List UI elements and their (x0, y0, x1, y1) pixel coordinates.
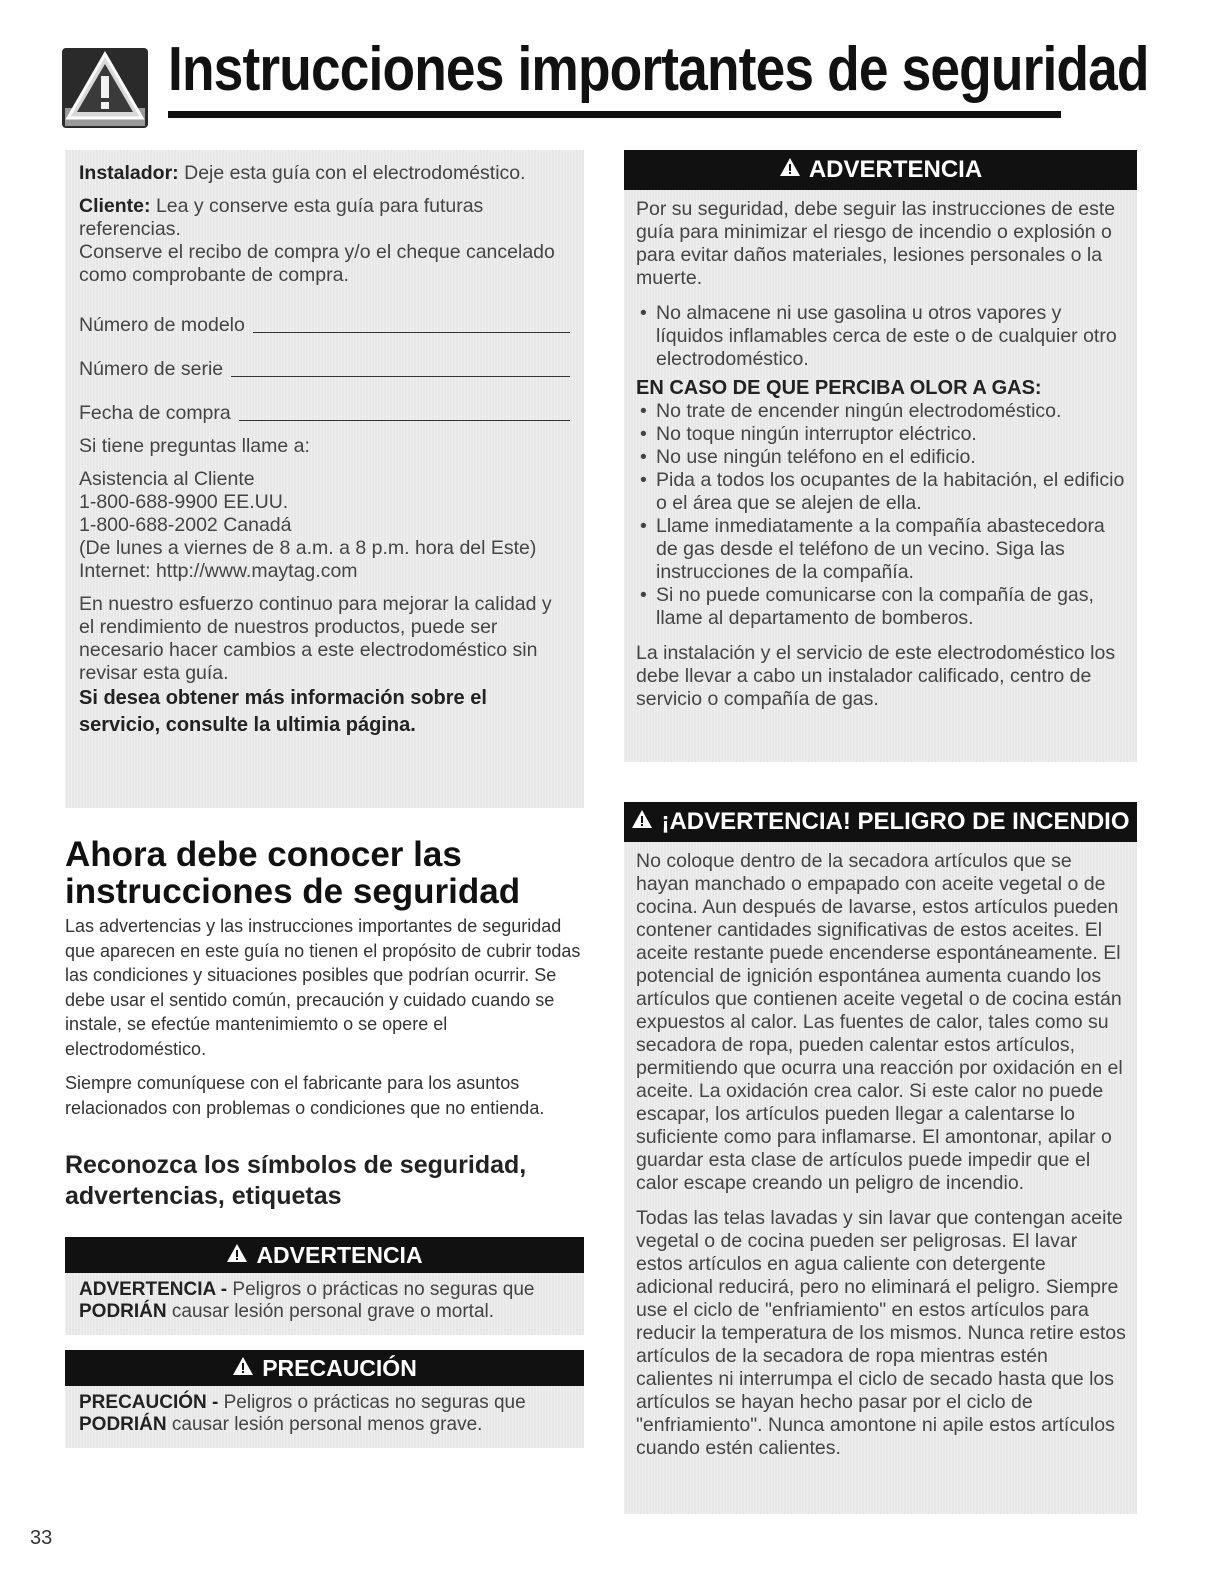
serial-number-field[interactable]: Número de serie (79, 347, 570, 381)
gas-warning-box (624, 150, 1137, 762)
warning-triangle-icon (226, 1242, 248, 1269)
contact-line: 1-800-688-2002 Canadá (79, 514, 292, 536)
legend-header: PRECAUCIÓN (65, 1350, 584, 1386)
caution-legend-box (65, 1350, 584, 1448)
safety-paragraph: Las advertencias y las instrucciones importantes de seguridad que aparecen en este guía no tienen el propósito de cubrir todas las condiciones y situaciones posibles que podrían ocurrir. Se debe usar el sentido común, precaución y cuidado cuando se instale, se efectúe mantenimiemto o se opere el electrodoméstico. (65, 916, 581, 1059)
contact-line: Asistencia al Cliente (79, 468, 255, 490)
client-line: Cliente: Lea y conserve esta guía para futuras referencias. (79, 195, 484, 240)
gas-bullet: • Pida a todos los ocupantes de la habitación, el edificio o el área que se alejen de ella. (636, 469, 1127, 515)
legend-header: ADVERTENCIA (65, 1237, 584, 1273)
fire-warning-paragraph: Todas las telas lavadas y sin lavar que contengan aceite vegetal o de cocina pueden ser peligrosas. El lavar estos artículos en agua caliente con detergente adicional reducirá, pero no eliminará el peligro. Siempre use el ciclo de "enfriamiento" en estos artículos para reducir la temperatura de los mismos. Nunca retire estos artículos de la secadora de ropa mientras estén calientes ni interrumpa el ciclo de secado hasta que los artículos se hayan hecho pasar por el ciclo de "enfriamiento". Nunca amontone ni apile estos artículos cuando estén calientes. (636, 1207, 1126, 1459)
warning-intro: Por su seguridad, debe seguir las instrucciones de este guía para minimizar el riesgo de incendio o explosión o para evitar daños materiales, lesiones personales o la muerte. (636, 198, 1116, 289)
contact-line: 1-800-688-9900 EE.UU. (79, 491, 289, 513)
gas-smell-heading: EN CASO DE QUE PERCIBA OLOR A GAS: (636, 377, 1042, 399)
warning-triangle-icon (62, 48, 148, 128)
fire-warning-box (624, 802, 1137, 1514)
gas-bullet: • No trate de encender ningún electrodoméstico. (636, 400, 1127, 423)
warning-bullet: • No almacene ni use gasolina u otros vapores y líquidos inflamables cerca de este o de cualquier otro electrodoméstico. (636, 302, 1127, 371)
warning-triangle-icon (232, 1355, 254, 1382)
installation-note: La instalación y el servicio de este electrodoméstico los debe llevar a cabo un instalador calificado, centro de servicio o compañía de gas. (636, 642, 1116, 710)
installer-line: Instalador: Deje esta guía con el electrodoméstico. (79, 162, 526, 184)
warning-triangle-icon (779, 156, 801, 184)
warning-triangle-icon (631, 808, 653, 836)
legend-definition: PODRIÁN causar lesión personal menos grave. (79, 1414, 483, 1435)
gas-bullet: • Si no puede comunicarse con la compañía de gas, llame al departamento de bomberos. (636, 584, 1127, 630)
page-header (62, 28, 1149, 128)
more-info-notice: Si desea obtener más información sobre el servicio, consulte la ultimia página. (79, 687, 487, 736)
legend-definition: PODRIÁN causar lesión personal grave o mortal. (79, 1301, 495, 1322)
fire-warning-paragraph: No coloque dentro de la secadora artículos que se hayan manchado o empapado con aceite vegetal o de cocina. Aun después de lavarse, estos artículos pueden contener cantidades significativas de estos aceites. El aceite restante puede encenderse espontáneamente. El potencial de ignición espontánea aumenta cuando los artículos que contienen aceite vegetal o de cocina están expuestos al calor. Las fuentes de calor, tales como su secadora de ropa, pueden calentar estos artículos, permitiendo que ocurra una reacción por oxidación en el aceite. La oxidación crea calor. Si este calor no puede escapar, los artículos pueden llegar a calentarse lo suficiente como para inflamarse. El amontonar, apilar o guardar esta clase de artículos puede impedir que el calor escape creando un peligro de incendio. (636, 850, 1123, 1194)
model-number-field[interactable]: Número de modelo (79, 303, 570, 337)
customer-info-box (65, 150, 584, 808)
safety-intro (65, 914, 585, 1120)
warning-header: ADVERTENCIA (624, 150, 1137, 190)
receipt-note: Conserve el recibo de compra y/o el cheque cancelado como comprobante de compra. (79, 241, 555, 286)
purchase-date-field[interactable]: Fecha de compra (79, 391, 570, 425)
improvement-notice: En nuestro esfuerzo continuo para mejorar la calidad y el rendimiento de nuestros productos, puede ser necesario hacer cambios a este electrodoméstico sin revisar esta guía. (79, 593, 552, 684)
questions-text: Si tiene preguntas llame a: (79, 435, 310, 457)
safety-paragraph: Siempre comuníquese con el fabricante para los asuntos relacionados con problemas o condiciones que no entienda. (65, 1073, 545, 1118)
safety-heading: Ahora debe conocer las instrucciones de seguridad (65, 835, 521, 911)
page-title: Instrucciones importantes de seguridad (168, 35, 1149, 104)
legend-definition: PRECAUCIÓN - Peligros o prácticas no seguras que (79, 1392, 526, 1413)
gas-bullet: • No toque ningún interruptor eléctrico. (636, 423, 1127, 446)
warning-legend-box (65, 1237, 584, 1335)
website-link[interactable]: Internet: http://www.maytag.com (79, 560, 358, 582)
warning-header: ¡ADVERTENCIA! PELIGRO DE INCENDIO (624, 802, 1137, 842)
title-underline (168, 111, 1061, 118)
legend-definition: ADVERTENCIA - Peligros o prácticas no seguras que (79, 1279, 535, 1300)
symbols-heading: Reconozca los símbolos de seguridad, advertencias, etiquetas (65, 1151, 527, 1210)
page-number: 33 (30, 1527, 53, 1549)
gas-bullet: • No use ningún teléfono en el edificio. (636, 446, 1127, 469)
gas-bullet: • Llame inmediatamente a la compañía abastecedora de gas desde el teléfono de un vecino. Siga las instrucciones de la compañía. (636, 515, 1127, 584)
contact-line: (De lunes a viernes de 8 a.m. a 8 p.m. hora del Este) (79, 537, 537, 559)
